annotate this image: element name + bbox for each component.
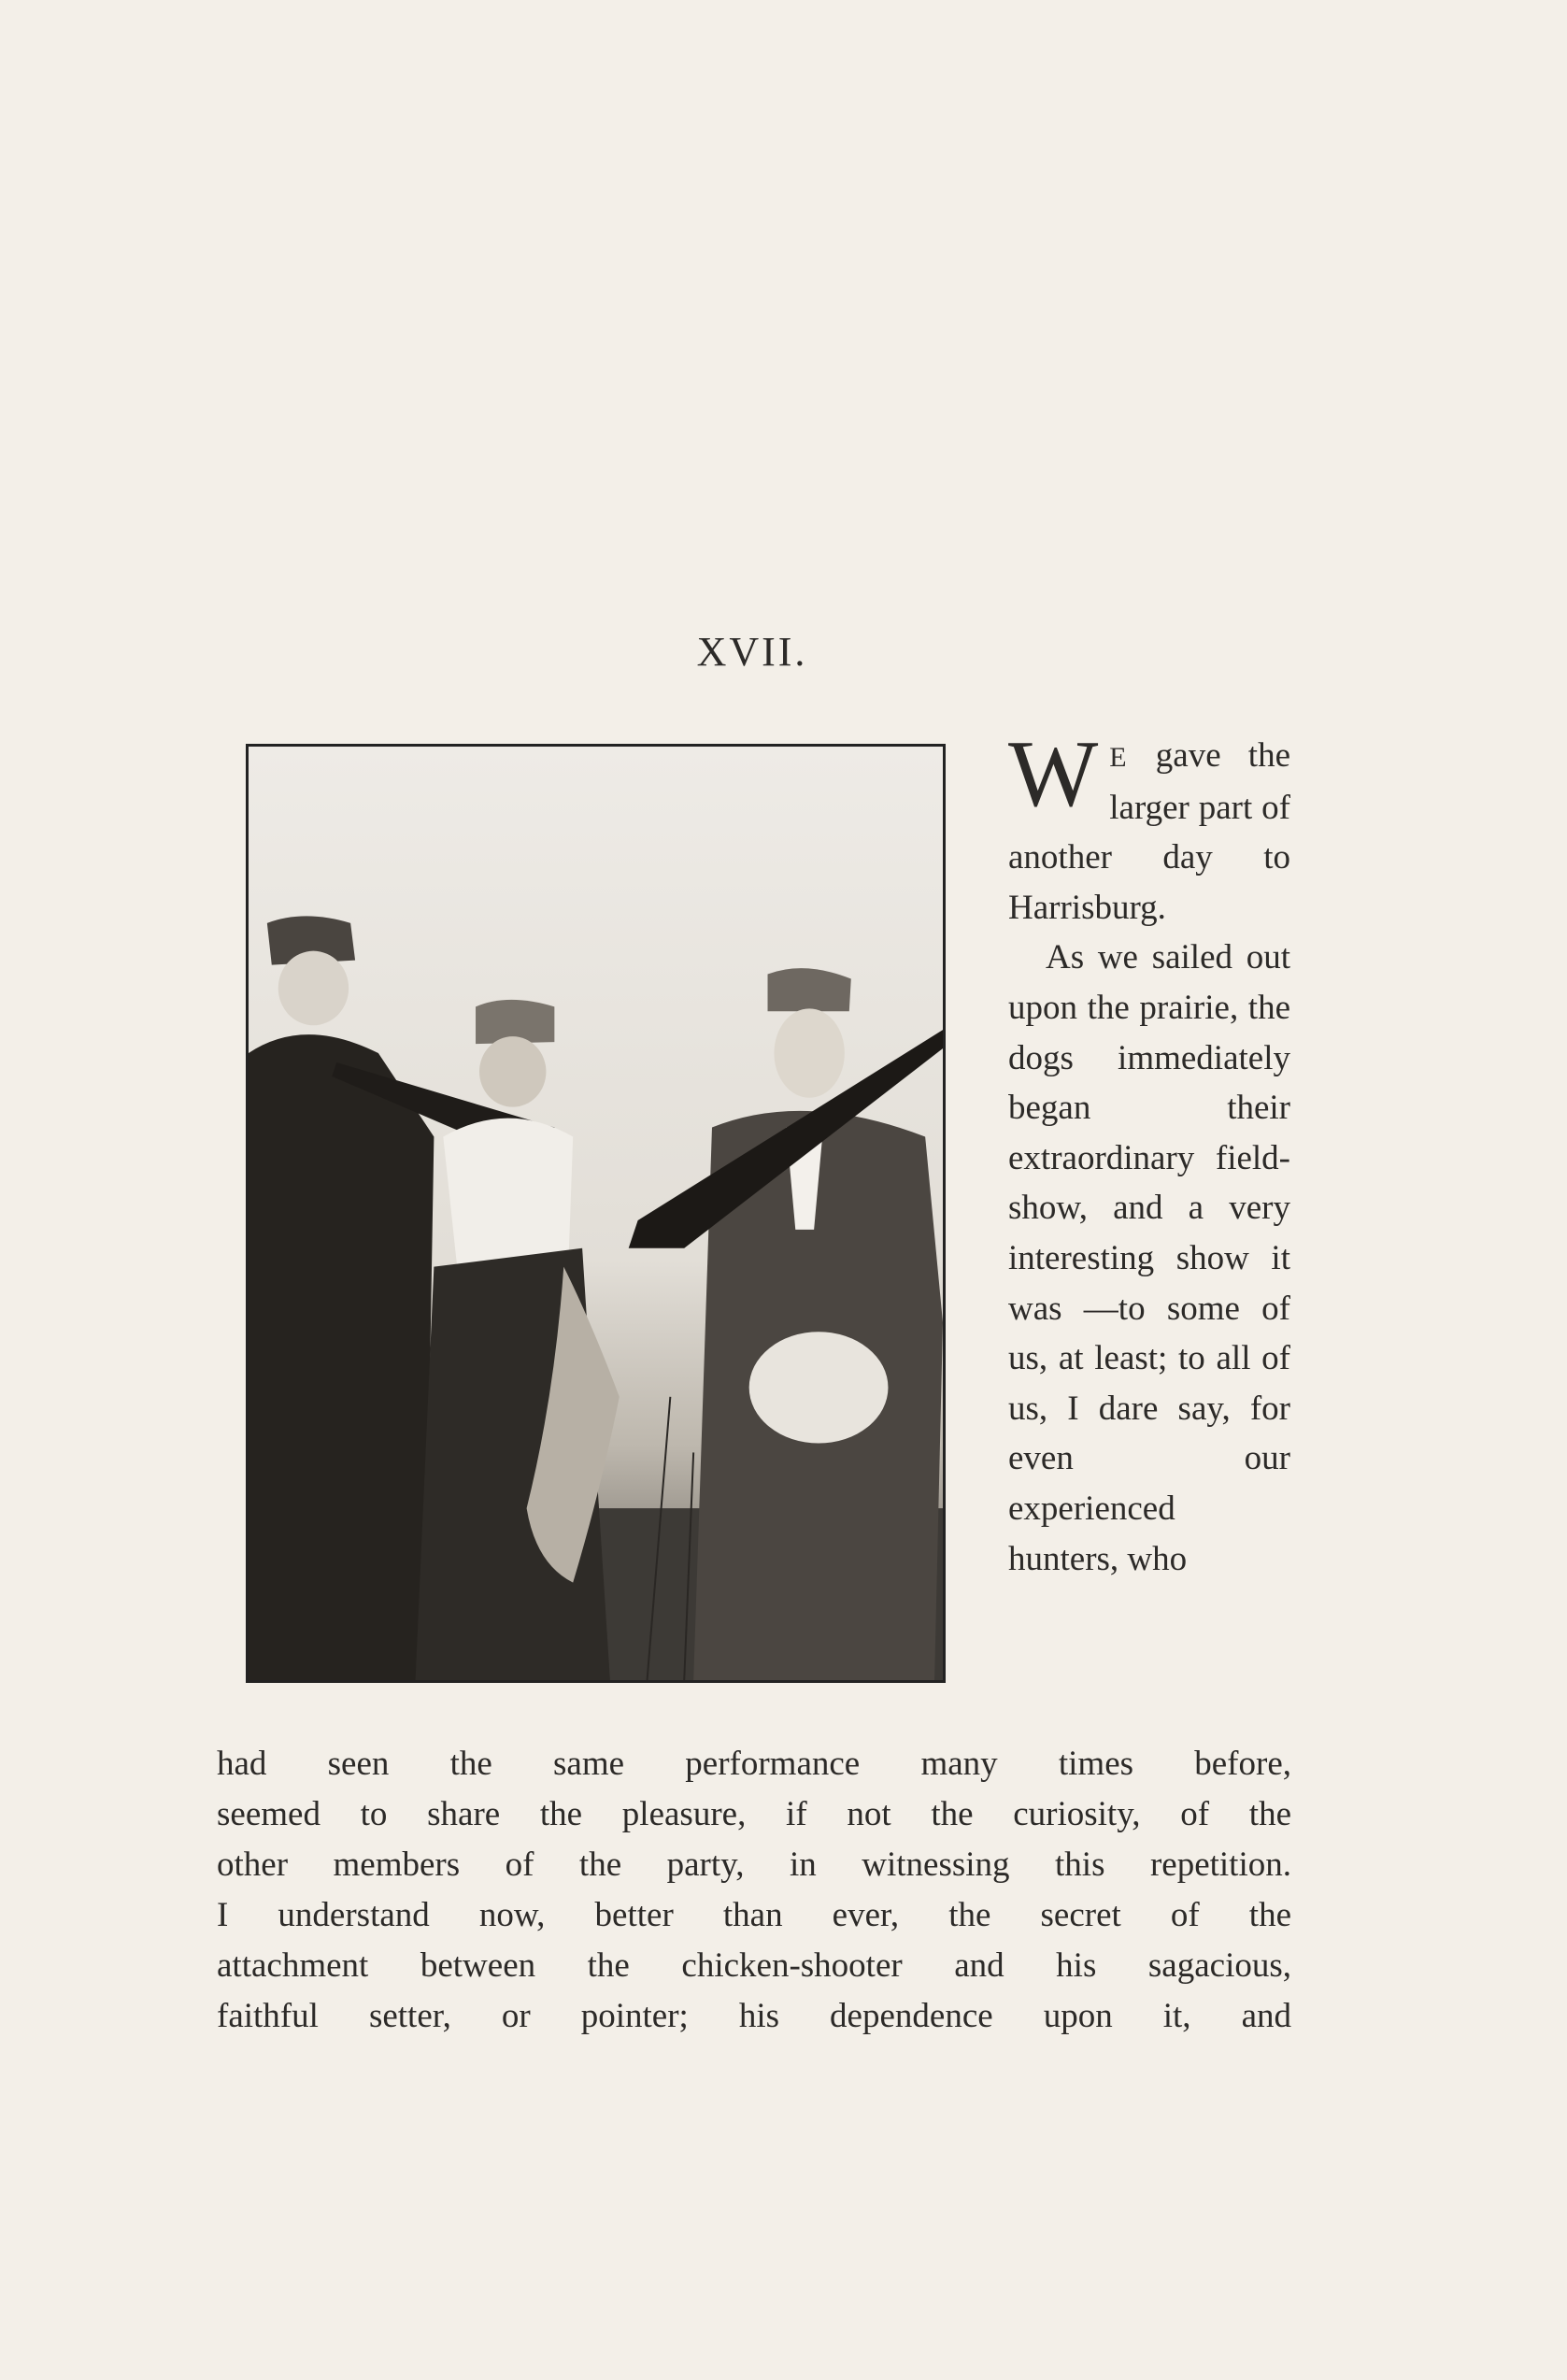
chapter-heading: XVII. [696, 629, 808, 675]
paragraph-1 [1008, 721, 1290, 933]
drop-cap: W [1008, 721, 1099, 827]
full-width-line: seemed to share the pleasure, if not the curiosity, of the [217, 1795, 1291, 1833]
hunting-party-photo [246, 744, 946, 1683]
wrapped-text-column [1008, 721, 1290, 1584]
full-width-line: I understand now, better than ever, the secret of the [217, 1896, 1291, 1934]
full-width-line: faithful setter, or pointer; his dependence upon it, and [217, 1997, 1291, 2035]
small-caps-letter: E [1109, 742, 1129, 773]
full-width-line: had seen the same performance many times before, [217, 1745, 1291, 1783]
photo-illustration [249, 747, 943, 1680]
full-width-line: attachment between the chicken-shooter and his sagacious, [217, 1946, 1291, 1985]
full-width-line: other members of the party, in witnessing this repetition. [217, 1846, 1291, 1884]
paragraph-2: As we sailed out upon the prairie, the dogs immediately began their extraordinary field-show, and a very interesting show it was —to some of us, at least; to all of us, I dare say, for even our experienced hunters, who [1008, 938, 1290, 1578]
paragraph-1-text: gave the larger part of another day to Harrisburg. [1008, 736, 1290, 927]
